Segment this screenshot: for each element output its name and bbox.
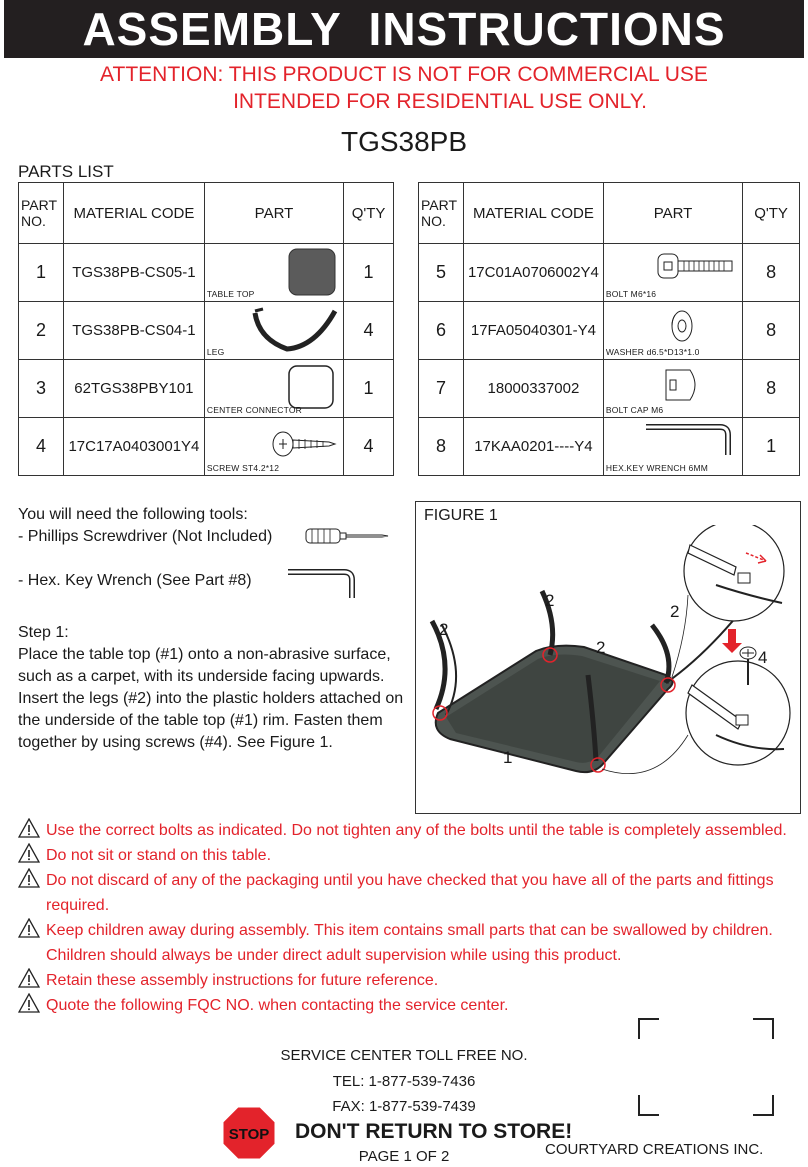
service-title: SERVICE CENTER TOLL FREE NO. — [280, 1047, 528, 1064]
table-row — [19, 418, 394, 476]
parts-table-left — [18, 182, 394, 476]
part-caption: LEG — [206, 347, 225, 357]
table-row — [19, 302, 394, 360]
part-number: 6 — [419, 302, 464, 360]
part-qty: 1 — [743, 418, 800, 476]
part-cell — [204, 302, 343, 360]
part-caption: WASHER d6.5*D13*1.0 — [605, 347, 700, 357]
part-number: 2 — [19, 302, 64, 360]
part-caption: BOLT M6*16 — [605, 289, 657, 299]
part-qty: 8 — [743, 360, 800, 418]
warning-icon — [18, 918, 40, 938]
warning-icon — [18, 993, 40, 1013]
part-cell — [603, 244, 742, 302]
step-1-text: Place the table top (#1) onto a non-abrasive surface, such as a carpet, with its underside facing upwards. Insert the legs (#2) into the plastic holders attached on the underside of the table top (#1) rim. Fasten them together by using screws (#4). See Figure 1. — [18, 646, 404, 751]
part-number: 1 — [19, 244, 64, 302]
table-row — [419, 418, 800, 476]
part-cell — [204, 244, 343, 302]
parts-list-title: PARTS LIST — [18, 162, 114, 181]
material-code: 17C17A0403001Y4 — [63, 418, 204, 476]
part-cell — [603, 360, 742, 418]
service-tel: TEL: 1-877-539-7436 — [332, 1073, 476, 1090]
warning-icon — [18, 968, 40, 988]
warning-item: Quote the following FQC NO. when contacting the service center. — [18, 993, 808, 1018]
model-number: TGS38PB — [340, 126, 468, 157]
leg-icon — [249, 305, 339, 355]
part-cell — [603, 418, 742, 476]
warning-icon — [18, 868, 40, 888]
header-material-code: MATERIAL CODE — [63, 183, 204, 244]
header-part: PART — [603, 183, 742, 244]
figure-1-illustration — [416, 525, 798, 811]
callout-table-top: 1 — [503, 748, 513, 767]
header-part-no: PART NO. — [19, 183, 64, 244]
warning-item: Retain these assembly instructions for future reference. — [18, 968, 808, 993]
part-number: 5 — [419, 244, 464, 302]
tool-screwdriver: - Phillips Screwdriver (Not Included) — [18, 528, 273, 545]
warning-icon — [18, 818, 40, 838]
screw-icon — [269, 426, 339, 466]
company-name: COURTYARD CREATIONS INC. — [545, 1141, 764, 1158]
part-cell — [603, 302, 742, 360]
figure-1-label: FIGURE 1 — [424, 507, 498, 524]
warning-item: Do not discard of any of the packaging until you have checked that you have all of the parts and fittings required. — [18, 868, 808, 918]
material-code: 17FA05040301-Y4 — [463, 302, 603, 360]
dont-return-notice: DON'T RETURN TO STORE! — [295, 1120, 573, 1143]
table-top-icon — [283, 247, 339, 297]
table-row — [19, 360, 394, 418]
header-part: PART — [204, 183, 343, 244]
part-qty: 8 — [743, 244, 800, 302]
part-qty: 1 — [344, 244, 394, 302]
header-part-no: PART NO. — [419, 183, 464, 244]
material-code: TGS38PB-CS04-1 — [63, 302, 204, 360]
hex-key-tool-icon — [284, 566, 360, 602]
warning-item: Use the correct bolts as indicated. Do not tighten any of the bolts until the table is completely assembled. — [18, 818, 808, 843]
part-caption: SCREW ST4.2*12 — [206, 463, 280, 473]
bolt-cap-icon — [654, 364, 714, 406]
table-row — [419, 360, 800, 418]
part-caption: HEX.KEY WRENCH 6MM — [605, 463, 709, 473]
service-fax: FAX: 1-877-539-7439 — [332, 1098, 476, 1115]
warning-item: Do not sit or stand on this table. — [18, 843, 808, 868]
part-qty: 4 — [344, 302, 394, 360]
tools-intro: You will need the following tools: — [18, 506, 248, 523]
part-number: 7 — [419, 360, 464, 418]
bolt-icon — [654, 250, 738, 286]
material-code: 62TGS38PBY101 — [63, 360, 204, 418]
table-row — [419, 244, 800, 302]
step-1-title: Step 1: — [18, 624, 69, 641]
stop-sign-text: STOP — [228, 1126, 270, 1143]
washer-icon — [652, 306, 712, 346]
step-1 — [18, 622, 428, 754]
part-qty: 1 — [344, 360, 394, 418]
material-code: 17C01A0706002Y4 — [463, 244, 603, 302]
header-qty: Q'TY — [743, 183, 800, 244]
tool-hex-key: - Hex. Key Wrench (See Part #8) — [18, 572, 252, 589]
callout-leg-4: 2 — [670, 602, 680, 621]
part-qty: 4 — [344, 418, 394, 476]
callout-screw: 4 — [758, 648, 768, 667]
parts-table-right — [418, 182, 800, 476]
callout-leg-1: 2 — [439, 620, 449, 639]
part-cell — [204, 360, 343, 418]
part-number: 8 — [419, 418, 464, 476]
part-number: 4 — [19, 418, 64, 476]
material-code: 17KAA0201----Y4 — [463, 418, 603, 476]
header-qty: Q'TY — [344, 183, 394, 244]
table-row — [419, 302, 800, 360]
part-caption: BOLT CAP M6 — [605, 405, 664, 415]
title-banner: ASSEMBLY INSTRUCTIONS — [4, 0, 804, 58]
warnings-list — [18, 818, 808, 1018]
part-qty: 8 — [743, 302, 800, 360]
material-code: TGS38PB-CS05-1 — [63, 244, 204, 302]
attention-line-1: ATTENTION: THIS PRODUCT IS NOT FOR COMMERCIAL USE — [100, 63, 708, 86]
part-caption: CENTER CONNECTOR — [206, 405, 303, 415]
screwdriver-icon — [304, 526, 390, 546]
callout-leg-2: 2 — [545, 591, 555, 610]
warning-icon — [18, 843, 40, 863]
warning-item: Keep children away during assembly. This item contains small parts that can be swallowed by children. Children should always be under direct adult supervision while using this product. — [18, 918, 808, 968]
material-code: 18000337002 — [463, 360, 603, 418]
attention-line-2: INTENDED FOR RESIDENTIAL USE ONLY. — [233, 90, 647, 113]
part-cell — [204, 418, 343, 476]
header-material-code: MATERIAL CODE — [463, 183, 603, 244]
hex-key-icon — [640, 421, 740, 461]
callout-leg-3: 2 — [596, 638, 606, 657]
page-number: PAGE 1 OF 2 — [358, 1148, 450, 1165]
part-caption: TABLE TOP — [206, 289, 255, 299]
table-row — [19, 244, 394, 302]
part-number: 3 — [19, 360, 64, 418]
